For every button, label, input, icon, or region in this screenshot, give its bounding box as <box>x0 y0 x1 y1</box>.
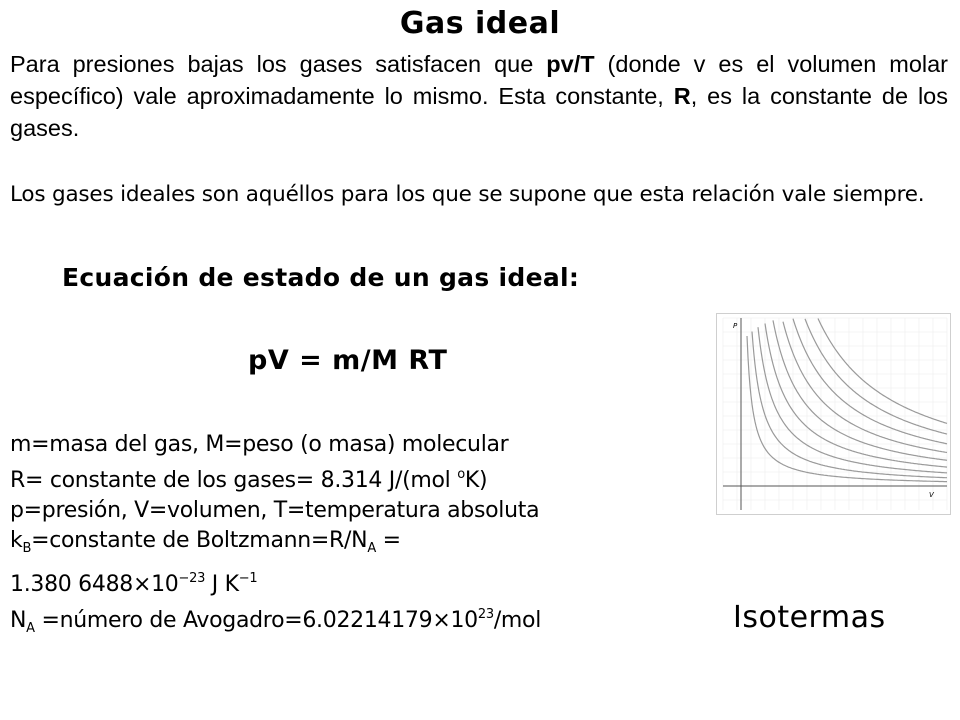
isotherm-curve <box>747 336 947 482</box>
definition-text: m=masa del gas, M=peso (o masa) molecular <box>10 432 509 457</box>
ideal-gas-paragraph: Los gases ideales son aquéllos para los que se supone que esta relación vale siempre. <box>10 182 925 207</box>
definition-text: =número de Avogadro=6.02214179×10 <box>34 608 478 633</box>
definition-text: k <box>10 528 23 553</box>
definition-text: J K <box>205 572 239 597</box>
definition-text: 1.380 6488×10 <box>10 572 179 597</box>
isotherms-graph <box>716 313 951 515</box>
intro-text: (donde v es el volumen molar específico) vale aproximadamente lo mismo. Esta constante, <box>10 51 949 109</box>
definition-text: /mol <box>493 608 542 633</box>
intro-constant: R <box>673 83 691 109</box>
superscript: −1 <box>238 571 258 586</box>
intro-text: , es la constante de los gases. <box>10 83 948 141</box>
x-axis-label: V <box>929 491 934 499</box>
subscript: A <box>26 621 35 636</box>
intro-text: Para presiones bajas los gases satisfacen que <box>10 51 547 77</box>
isotherm-curve <box>765 324 947 468</box>
definition-line <box>10 564 541 600</box>
definition-line <box>10 526 541 564</box>
definition-text: K) <box>464 468 488 493</box>
equation-heading: Ecuación de estado de un gas ideal: <box>62 263 580 292</box>
isotherm-curves <box>747 319 947 482</box>
definition-text: R= constante de los gases= 8.314 J/(mol <box>10 468 458 493</box>
definition-line <box>10 496 541 526</box>
isotherm-curve <box>793 319 947 444</box>
definition-text: =constante de Boltzmann=R/N <box>31 528 368 553</box>
isotherms-plot <box>717 314 950 514</box>
page-title: Gas ideal <box>399 6 561 41</box>
definition-line <box>10 600 541 644</box>
superscript: −23 <box>178 571 206 586</box>
definition-text: p=presión, V=volumen, T=temperatura absoluta <box>10 498 540 523</box>
isotherm-curve <box>818 319 947 424</box>
isotherm-curve <box>783 322 947 453</box>
subscript: A <box>367 541 376 556</box>
subscript: B <box>22 541 32 556</box>
definition-line <box>10 430 541 460</box>
superscript: 23 <box>477 607 494 622</box>
degree-mark: o <box>457 467 465 482</box>
intro-formula: pv/T <box>546 51 595 77</box>
definition-line <box>10 460 541 496</box>
state-equation: pV = m/M RT <box>248 345 448 376</box>
intro-paragraph <box>10 48 948 144</box>
definition-text: = <box>375 528 401 553</box>
graph-caption: Isotermas <box>733 600 886 635</box>
variable-definitions <box>10 430 541 644</box>
y-axis-label: P <box>733 322 738 330</box>
definition-text: N <box>10 608 27 633</box>
